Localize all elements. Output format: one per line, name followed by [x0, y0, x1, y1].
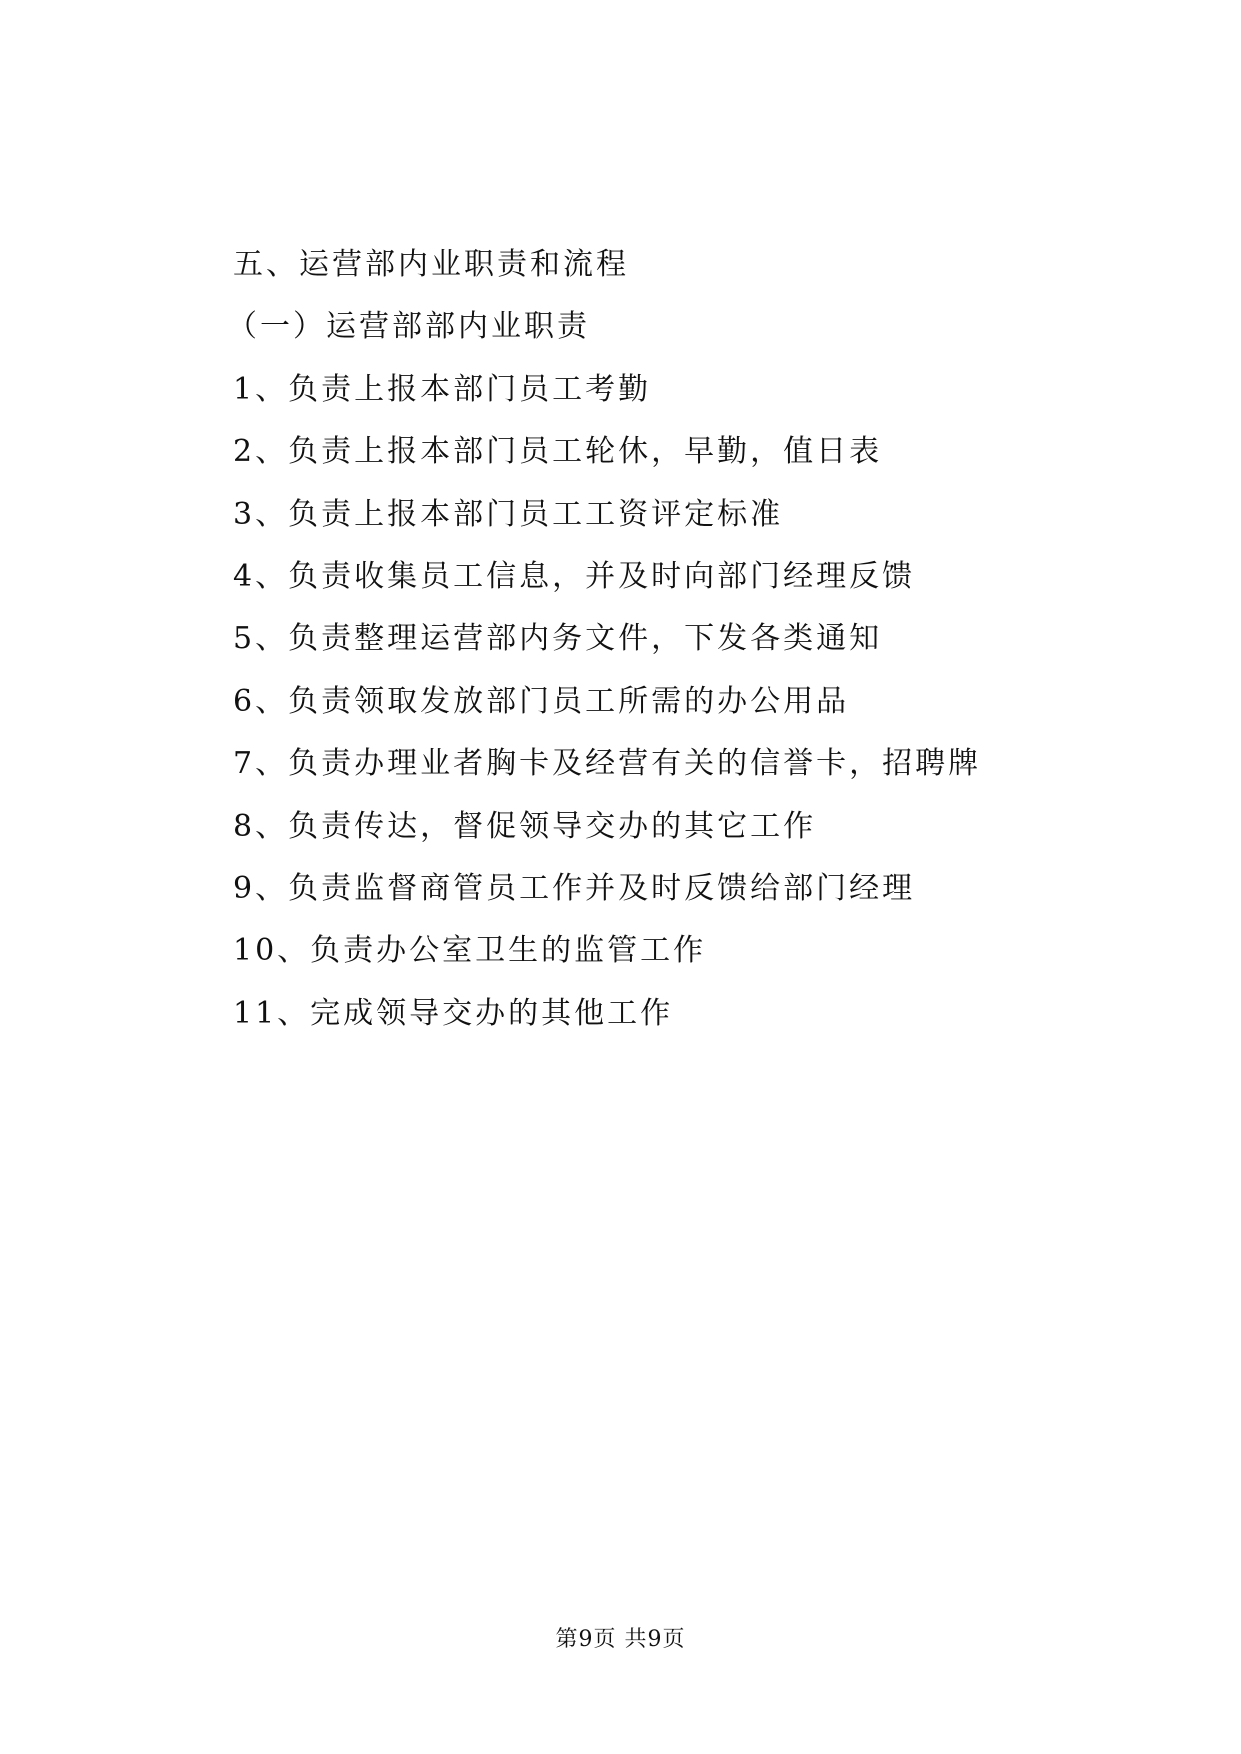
list-item: 6、负责领取发放部门员工所需的办公用品 [233, 683, 850, 719]
page-footer [0, 1625, 1241, 1655]
list-item: 4、负责收集员工信息，并及时向部门经理反馈 [233, 558, 916, 594]
list-item: 2、负责上报本部门员工轮休，早勤，值日表 [233, 434, 883, 470]
list-item: 11、完成领导交办的其他工作 [233, 995, 674, 1031]
list-item: 5、负责整理运营部内务文件，下发各类通知 [233, 621, 883, 657]
document-body [227, 234, 1133, 1045]
list-item: 7、负责办理业者胸卡及经营有关的信誉卡，招聘牌 [233, 746, 982, 782]
list-item: 3、负责上报本部门员工工资评定标准 [233, 496, 784, 532]
section-heading: 五、运营部内业职责和流程 [233, 247, 629, 282]
subsection-heading: （一）运营部部内业职责 [227, 309, 590, 345]
list-item: 9、负责监督商管员工作并及时反馈给部门经理 [233, 870, 916, 906]
list-item: 1、负责上报本部门员工考勤 [233, 371, 652, 407]
list-item: 8、负责传达，督促领导交办的其它工作 [233, 808, 817, 844]
page-number-label: 第9页 共9页 [555, 1627, 686, 1652]
list-item: 10、负责办公室卫生的监管工作 [233, 933, 707, 969]
